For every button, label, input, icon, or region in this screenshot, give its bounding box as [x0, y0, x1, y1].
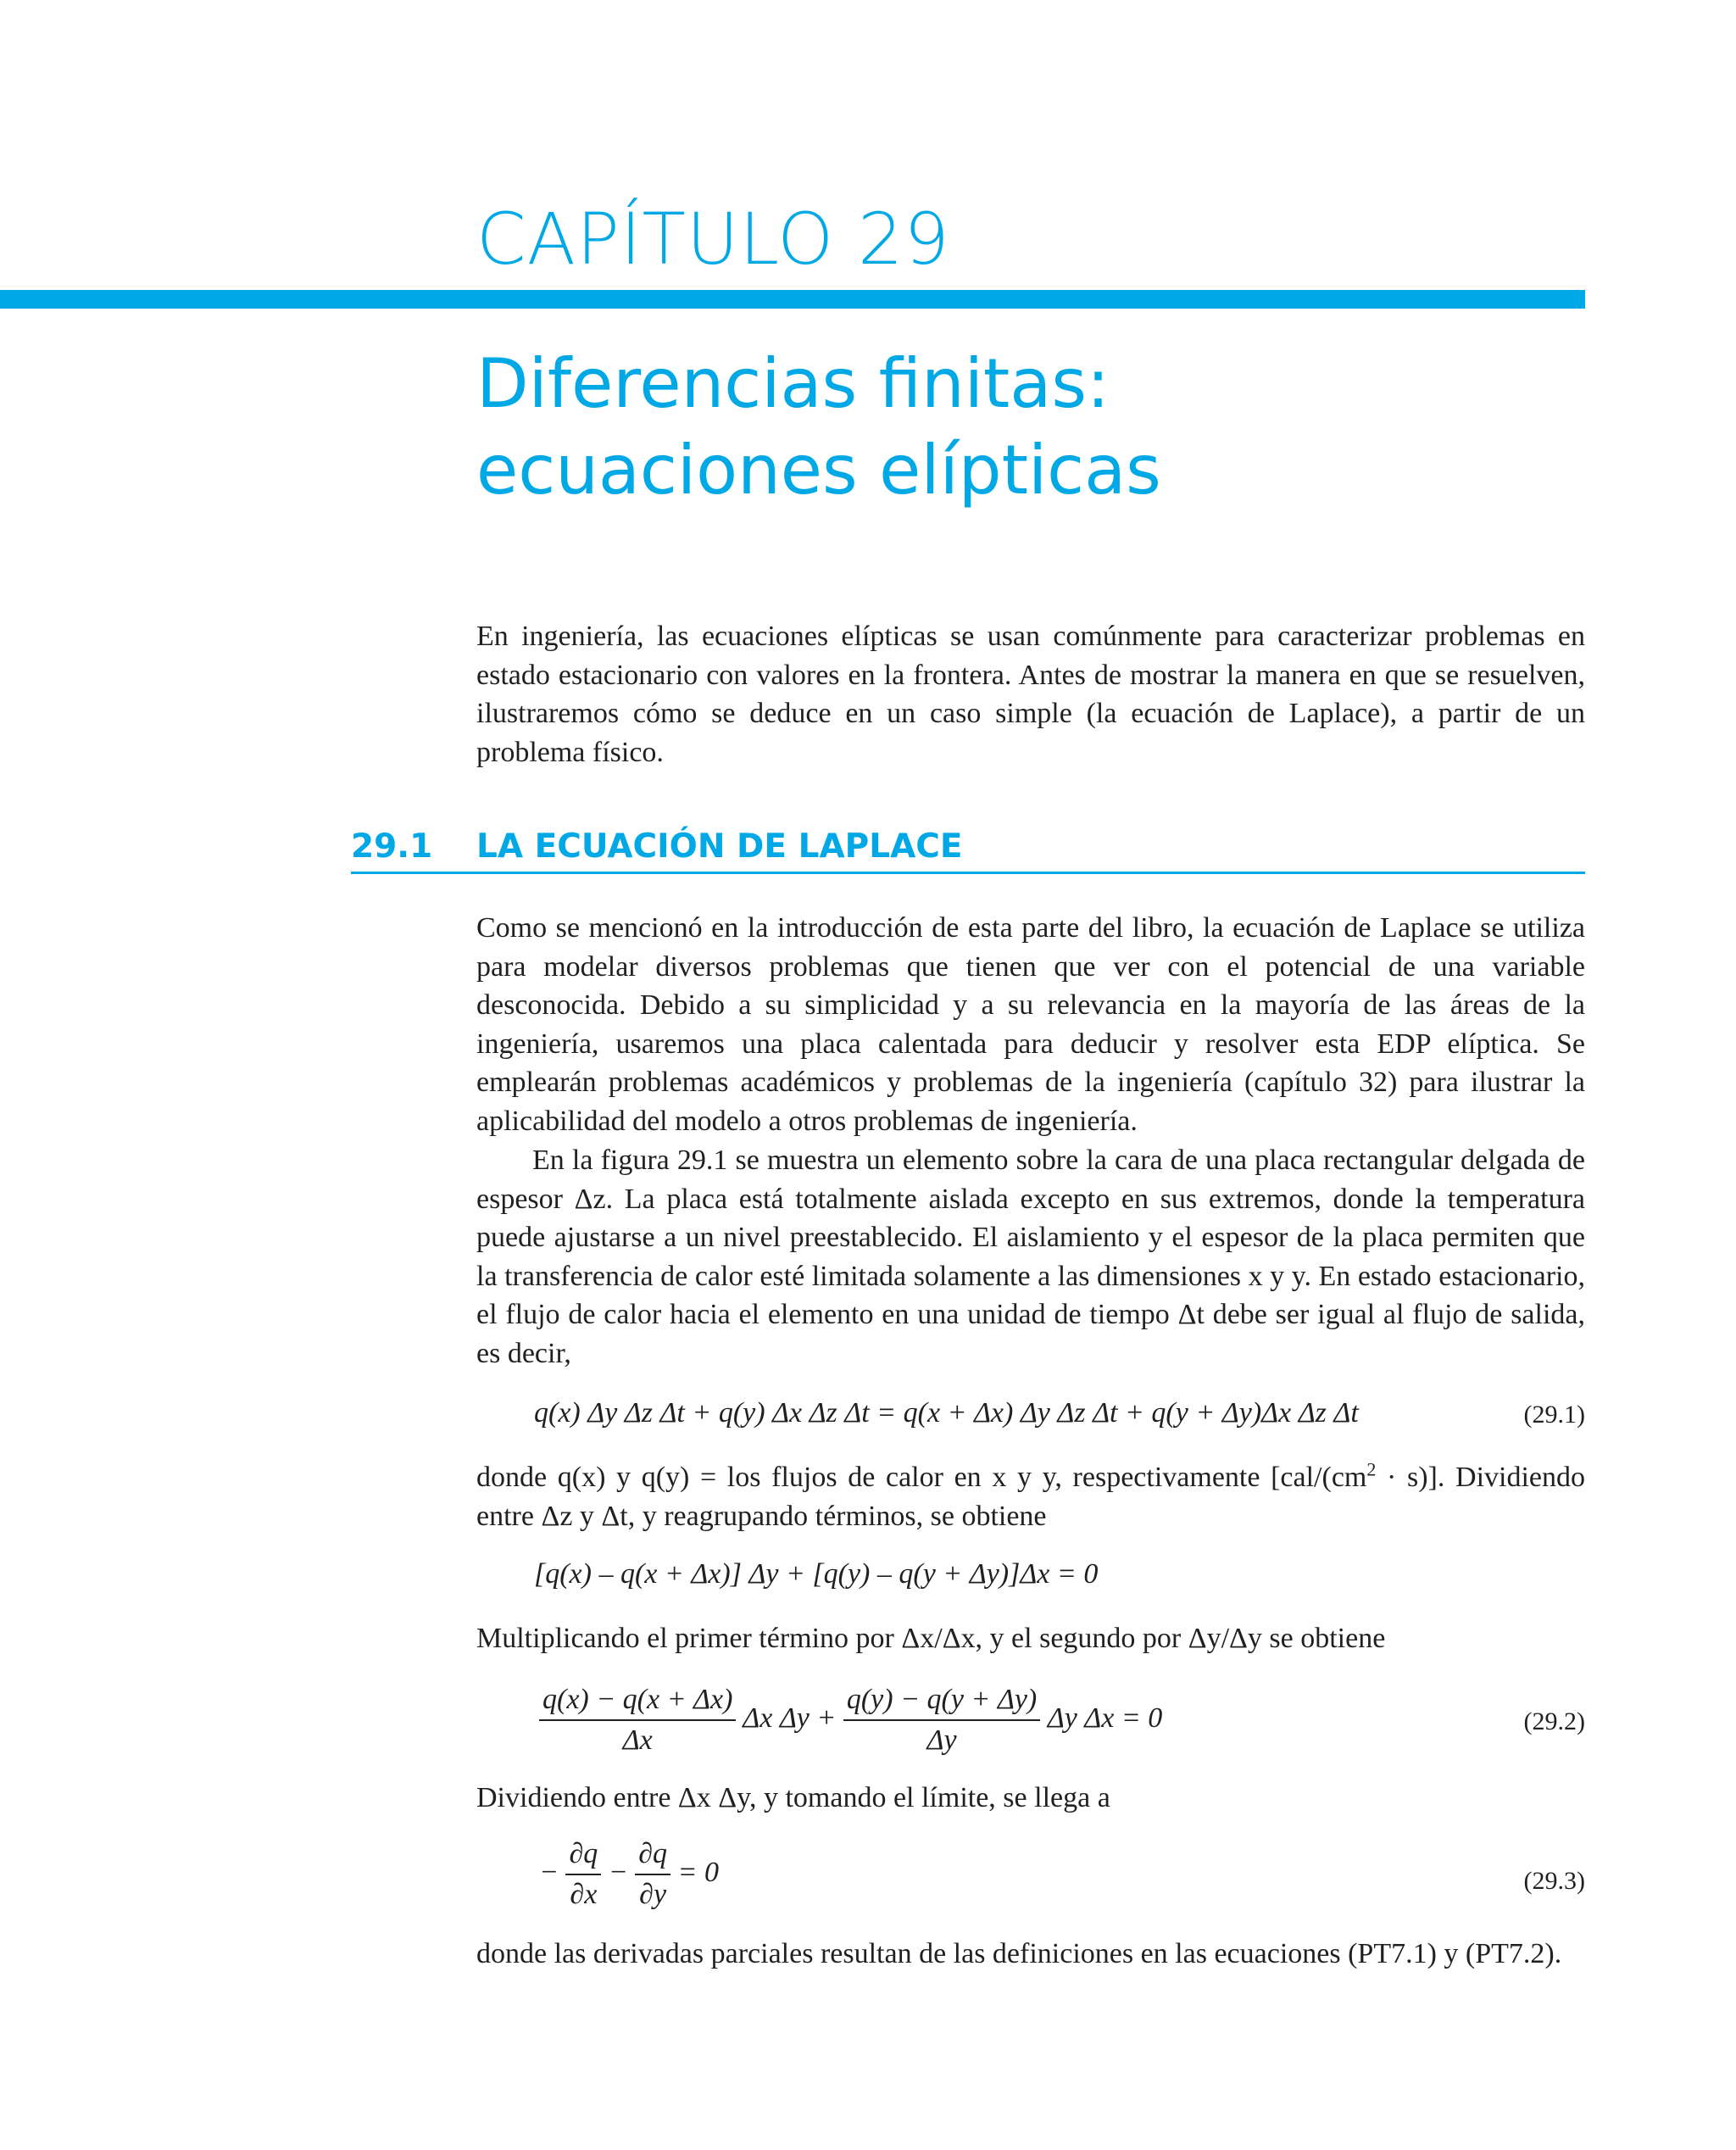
- equation-29-2-end: Δy Δx = 0: [1047, 1702, 1163, 1734]
- section-number: 29.1: [351, 827, 433, 866]
- equation-29-3-minus: −: [539, 1856, 559, 1888]
- chapter-label: CAPÍTULO 29: [476, 198, 950, 281]
- equation-29-1: q(x) Δy Δz Δt + q(y) Δx Δz Δt = q(x + Δx) Δy Δz Δt + q(y + Δy)Δx Δz Δt: [534, 1397, 1359, 1429]
- fraction-3: [565, 1840, 601, 1909]
- equation-number-29-3: (29.3): [1523, 1867, 1585, 1895]
- section-heading: [351, 827, 1585, 874]
- chapter-title-line-1: Diferencias finitas:: [476, 344, 1110, 423]
- fraction-3-denominator: ∂x: [570, 1879, 598, 1910]
- fraction-2-denominator: Δy: [926, 1724, 957, 1756]
- chapter-title-line-2: ecuaciones elípticas: [476, 431, 1161, 510]
- fraction-4-numerator: ∂q: [635, 1840, 670, 1875]
- paragraph-3-text-a: donde q(x) y q(y) = los flujos de calor en x y y, respectivamente [cal/(cm: [476, 1462, 1367, 1493]
- paragraph-1: Como se mencionó en la introducción de esta parte del libro, la ecuación de Laplace se utiliza para modelar diversos problemas que tienen que ver con el potencial de una variable desconocida. Debido a su simplicidad y a su relevancia en la mayoría de las áreas de la ingeniería, usaremos una placa calentada para deducir y resolver esta EDP elíptica. Se emplearán problemas académicos y problemas de la ingeniería (capítulo 32) para ilustrar la aplicabilidad del modelo a otros problemas de ingeniería.: [476, 912, 1585, 1137]
- fraction-3-numerator: ∂q: [565, 1840, 601, 1875]
- fraction-4: [635, 1840, 670, 1909]
- chapter-rule: [0, 290, 1585, 309]
- equation-number-29-1: (29.1): [1523, 1401, 1585, 1429]
- equation-number-29-2: (29.2): [1523, 1707, 1585, 1735]
- chapter-title: [476, 341, 1161, 514]
- equation-29-2-middle: Δx Δy +: [743, 1702, 837, 1734]
- paragraph-2: En la figura 29.1 se muestra un elemento sobre la cara de una placa rectangular delgada de espesor Δz. La placa está totalmente aislada excepto en sus extremos, donde la temperatura puede ajustarse a un nivel preestablecido. El aislamiento y el espesor de la placa permiten que la transferencia de calor esté limitada solamente a las dimensiones x y y. En estado estacionario, el flujo de calor hacia el elemento en una unidad de tiempo Δt debe ser igual al flujo de salida, es decir,: [476, 1145, 1585, 1369]
- intro-paragraph: En ingeniería, las ecuaciones elípticas se usan comúnmente para caracterizar problemas en estado estacionario con valores en la frontera. Antes de mostrar la manera en que se resuelven, ilustraremos cómo se deduce en un caso simple (la ecuación de Laplace), a partir de un problema físico.: [476, 621, 1585, 768]
- paragraph-3-text-b: · s)]. Dividiendo entre Δz y Δt, y reagrupando términos, se obtiene: [476, 1462, 1585, 1532]
- fraction-2-numerator: q(y) − q(y + Δy): [843, 1685, 1040, 1721]
- fraction-2: [843, 1685, 1040, 1755]
- equation-29-3-end: = 0: [677, 1856, 719, 1888]
- equation-29-3-middle: −: [608, 1856, 628, 1888]
- fraction-1-denominator: Δx: [622, 1724, 653, 1756]
- fraction-4-denominator: ∂y: [639, 1879, 667, 1910]
- paragraph-4: Multiplicando el primer término por Δx/Δx, y el segundo por Δy/Δy se obtiene: [476, 1623, 1386, 1654]
- equation-29-2: [539, 1685, 1162, 1755]
- equation-unnumbered: [q(x) – q(x + Δx)] Δy + [q(y) – q(y + Δy)]Δx = 0: [534, 1558, 1099, 1590]
- equation-29-3: [539, 1840, 719, 1909]
- fraction-1-numerator: q(x) − q(x + Δx): [539, 1685, 736, 1721]
- paragraph-6: donde las derivadas parciales resultan de las definiciones en las ecuaciones (PT7.1) y (PT7.2).: [476, 1938, 1562, 1969]
- fraction-1: [539, 1685, 736, 1755]
- paragraph-5: Dividiendo entre Δx Δy, y tomando el límite, se llega a: [476, 1782, 1110, 1813]
- superscript-2: 2: [1366, 1458, 1377, 1480]
- paragraph-3: [476, 1458, 1585, 1535]
- section-title: LA ECUACIÓN DE LAPLACE: [476, 827, 963, 866]
